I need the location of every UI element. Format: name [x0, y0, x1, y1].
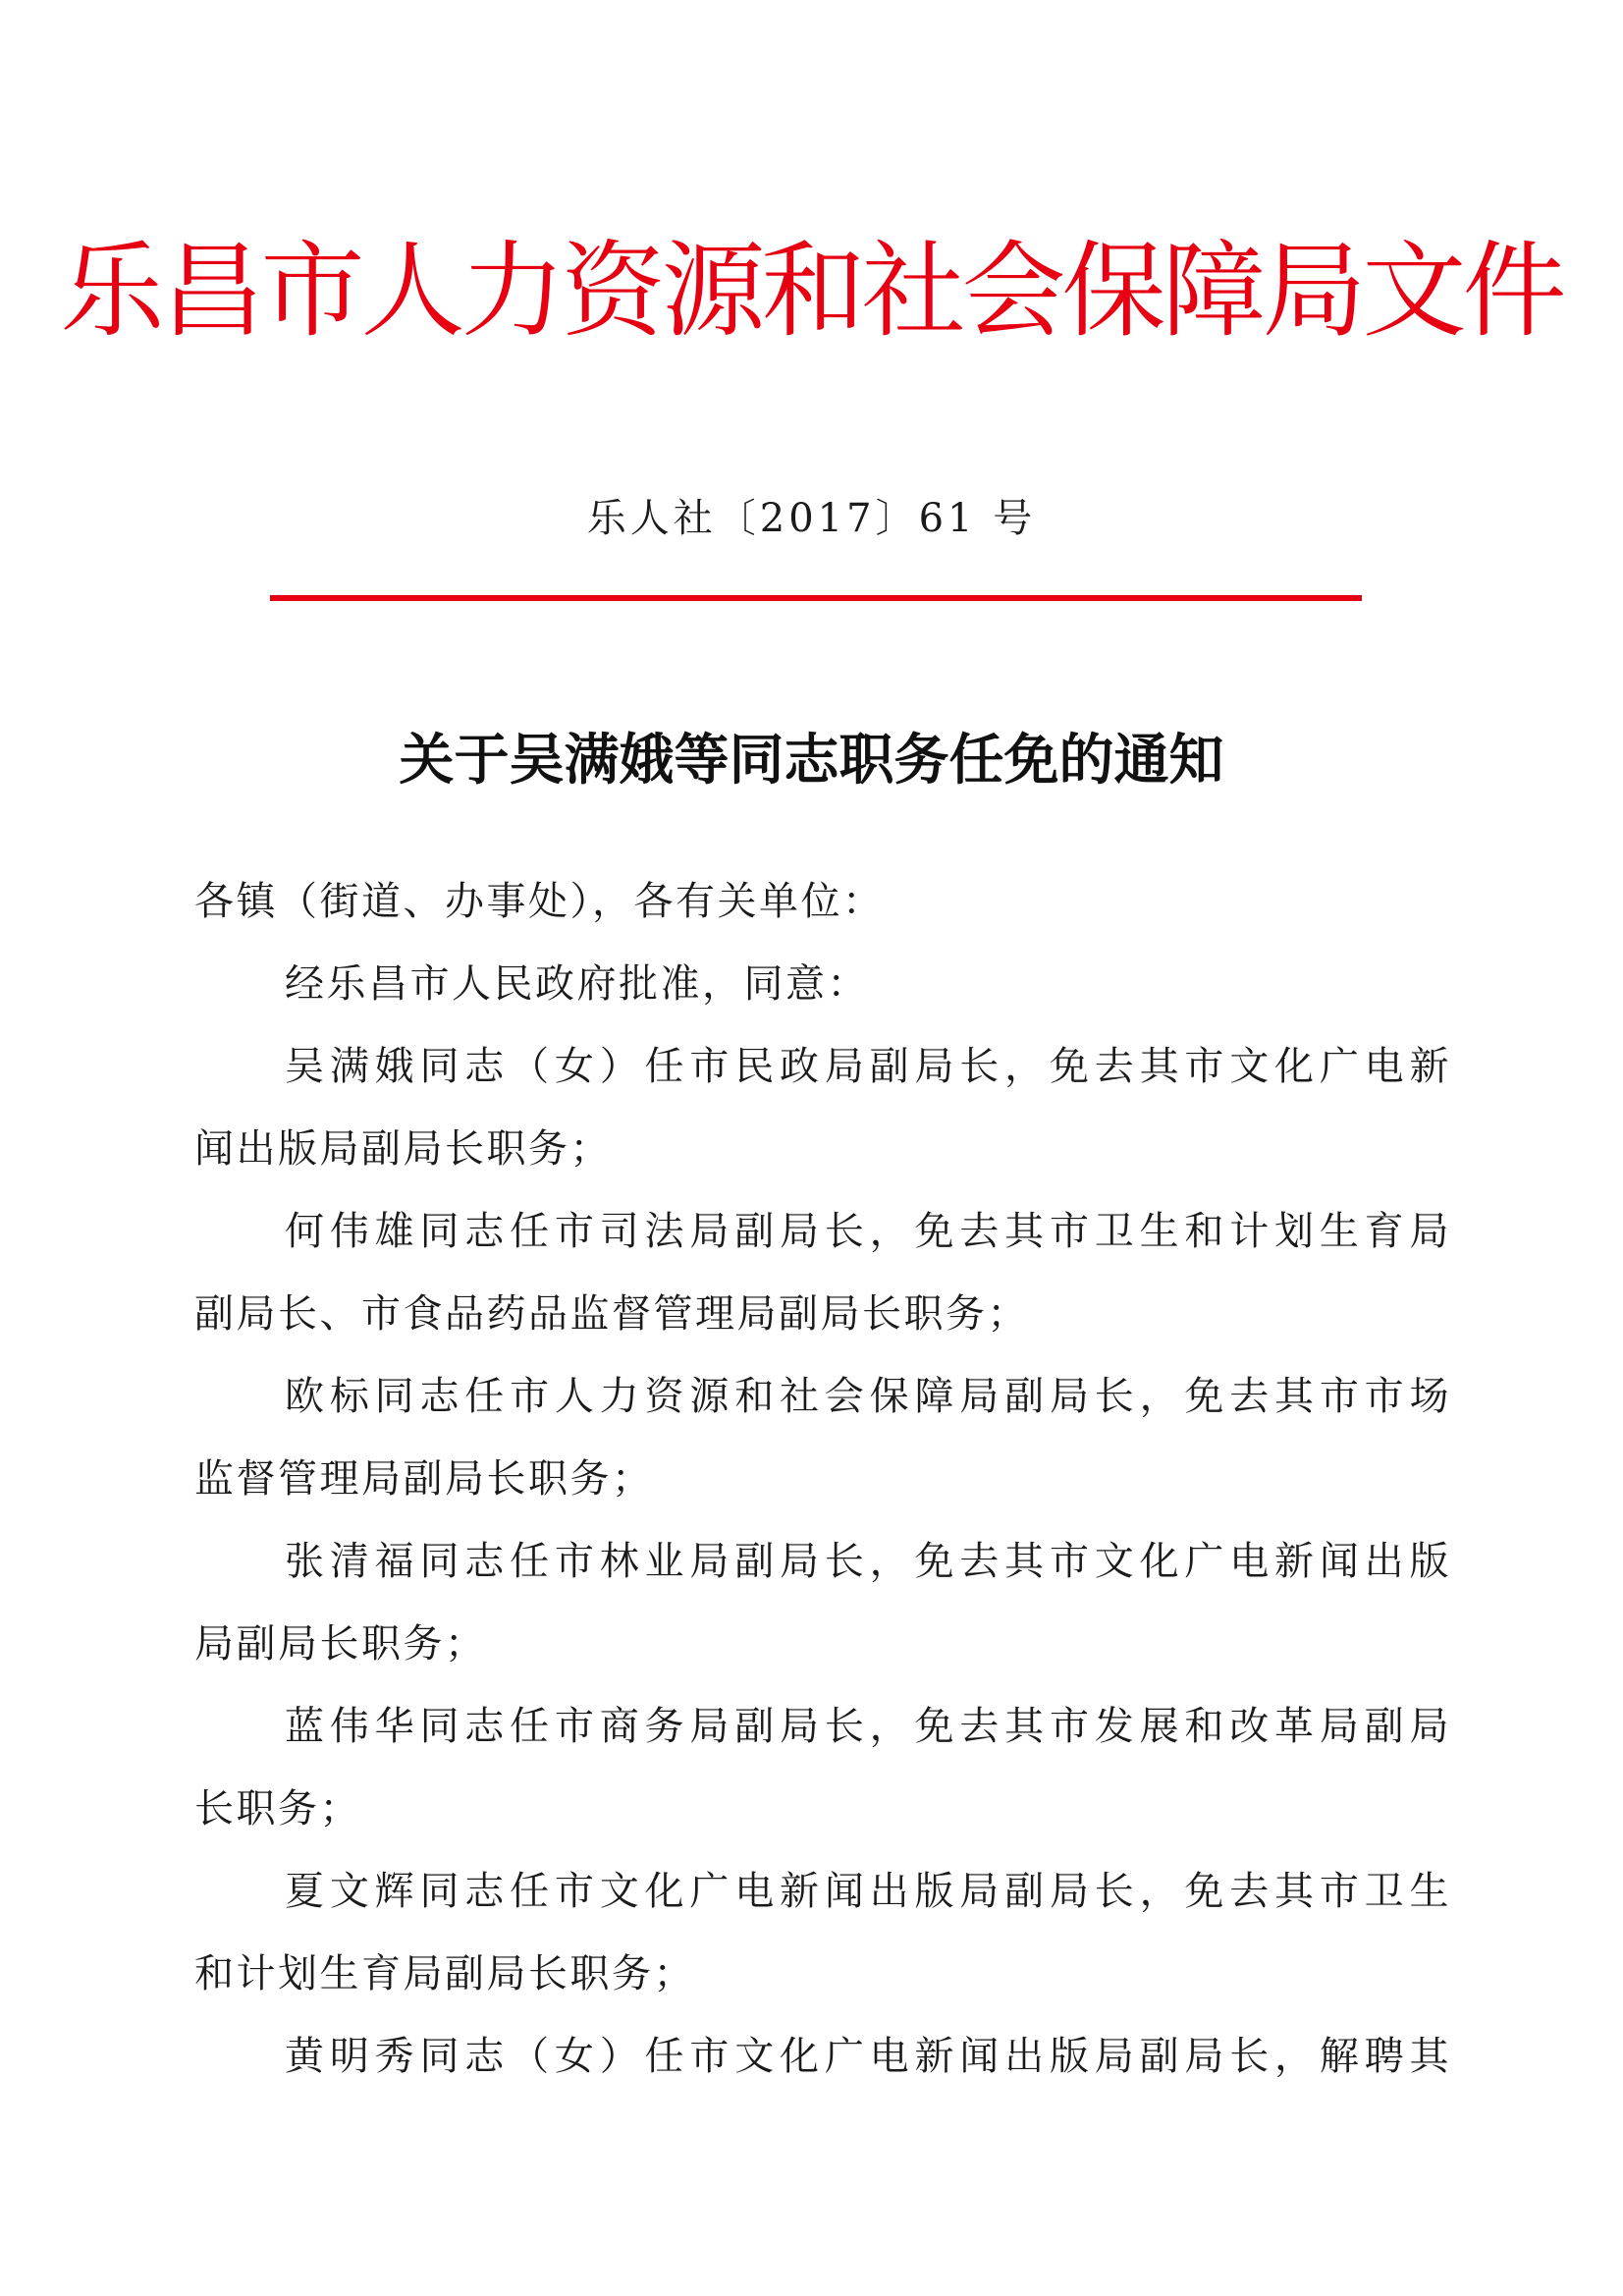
- body-line: 局副局长职务；: [194, 1621, 487, 1667]
- body-line: 张清福同志任市林业局副局长，免去其市文化广电新闻出版: [285, 1539, 1451, 1584]
- document-title: 关于吴满娥等同志职务任免的通知: [399, 728, 1224, 793]
- body-line: 副局长、市食品药品监督管理局副局长职务；: [194, 1291, 1029, 1337]
- body-line: 监督管理局副局长职务；: [194, 1456, 654, 1502]
- body-line: 经乐昌市人民政府批准，同意：: [285, 961, 869, 1007]
- body-line: 闻出版局副局长职务；: [194, 1126, 612, 1172]
- agency-header-title: 乐昌市人力资源和社会保障局文件: [60, 231, 1563, 352]
- document-number: 乐人社〔2017〕61 号: [586, 496, 1037, 541]
- body-line: 夏文辉同志任市文化广电新闻出版局副局长，免去其市卫生: [285, 1869, 1451, 1914]
- red-divider-line: [270, 595, 1362, 601]
- body-line: 黄明秀同志（女）任市文化广电新闻出版局副局长，解聘其: [285, 2034, 1451, 2079]
- document-body: [194, 874, 1451, 2111]
- body-line: 和计划生育局副局长职务；: [194, 1951, 695, 1996]
- salutation-line: 各镇（街道、办事处），各有关单位：: [194, 879, 885, 924]
- body-line: 蓝伟华同志任市商务局副局长，免去其市发展和改革局副局: [285, 1704, 1451, 1749]
- body-line: 吴满娥同志（女）任市民政局副局长，免去其市文化广电新: [285, 1044, 1451, 1089]
- body-line: 欧标同志任市人力资源和社会保障局副局长，免去其市市场: [285, 1374, 1451, 1419]
- body-line: 长职务；: [194, 1786, 361, 1831]
- body-line: 何伟雄同志任市司法局副局长，免去其市卫生和计划生育局: [285, 1209, 1451, 1254]
